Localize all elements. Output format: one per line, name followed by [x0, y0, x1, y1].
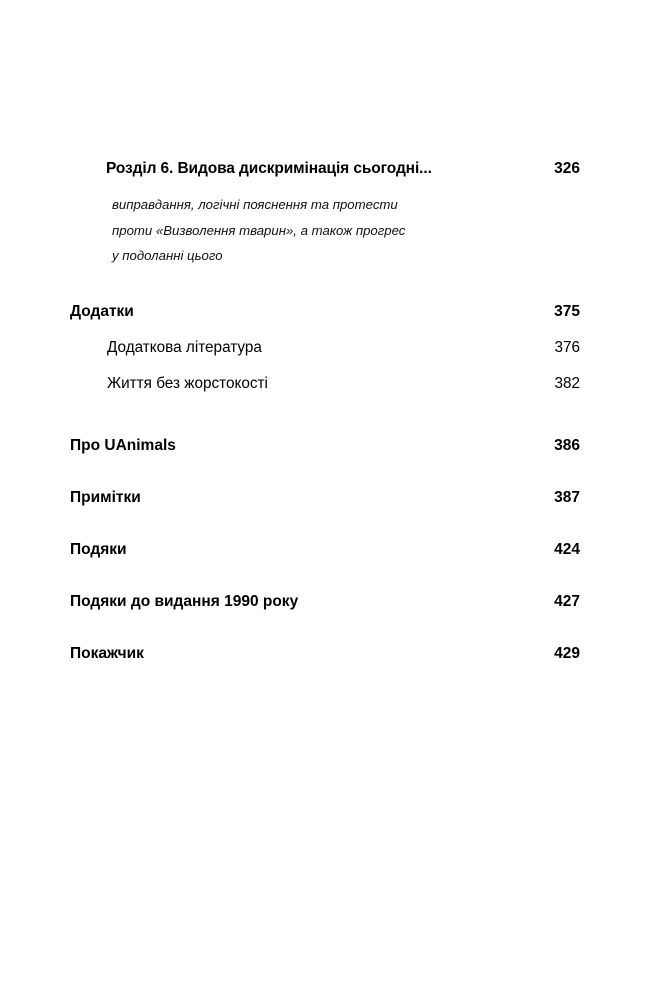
toc-section-page-number: 429 — [554, 645, 580, 663]
toc-appendix-page-number: 375 — [554, 303, 580, 321]
toc-section-title: Покажчик — [70, 645, 144, 663]
toc-subitem-page-number: 376 — [554, 339, 580, 357]
toc-section-row — [70, 593, 580, 611]
toc-appendix-entry — [70, 303, 580, 393]
table-of-contents — [70, 160, 580, 663]
spacer — [70, 559, 580, 593]
toc-section-page-number: 427 — [554, 593, 580, 611]
spacer — [70, 393, 580, 437]
toc-section-title: Про UAnimals — [70, 437, 176, 455]
toc-section-title: Подяки — [70, 541, 127, 559]
spacer — [70, 507, 580, 541]
spacer — [70, 455, 580, 489]
toc-section-row — [70, 541, 580, 559]
toc-subitem-title: Додаткова література — [107, 339, 262, 357]
toc-section-page-number: 387 — [554, 489, 580, 507]
toc-section-row — [70, 489, 580, 507]
toc-chapter-subtitle-line: проти «Визволення тварин», а також прогрес — [112, 222, 406, 238]
toc-section-title: Подяки до видання 1990 року — [70, 593, 299, 611]
toc-chapter-page-number: 326 — [554, 160, 580, 177]
toc-subitem-page-number: 382 — [554, 375, 580, 393]
toc-subitem-row — [70, 339, 580, 357]
toc-subitem-row — [70, 375, 580, 393]
toc-appendix-row — [70, 303, 580, 321]
toc-appendix-title: Додатки — [70, 303, 134, 321]
toc-chapter-title: Розділ 6. Видова дискримінація сьогодні... — [106, 160, 432, 177]
toc-chapter-subtitle — [70, 192, 512, 269]
toc-section-page-number: 424 — [554, 541, 580, 559]
toc-section-row — [70, 645, 580, 663]
toc-section-page-number: 386 — [554, 437, 580, 455]
toc-chapter-entry — [70, 160, 580, 269]
toc-chapter-row — [70, 160, 580, 178]
spacer — [70, 611, 580, 645]
toc-chapter-subtitle-line: виправдання, логічні пояснення та протести — [112, 197, 398, 212]
toc-subitem-title: Життя без жорстокості — [107, 375, 268, 393]
toc-section-row — [70, 437, 580, 455]
toc-chapter-subtitle-line: у подоланні цього — [112, 248, 223, 264]
toc-section-title: Примітки — [70, 489, 141, 507]
